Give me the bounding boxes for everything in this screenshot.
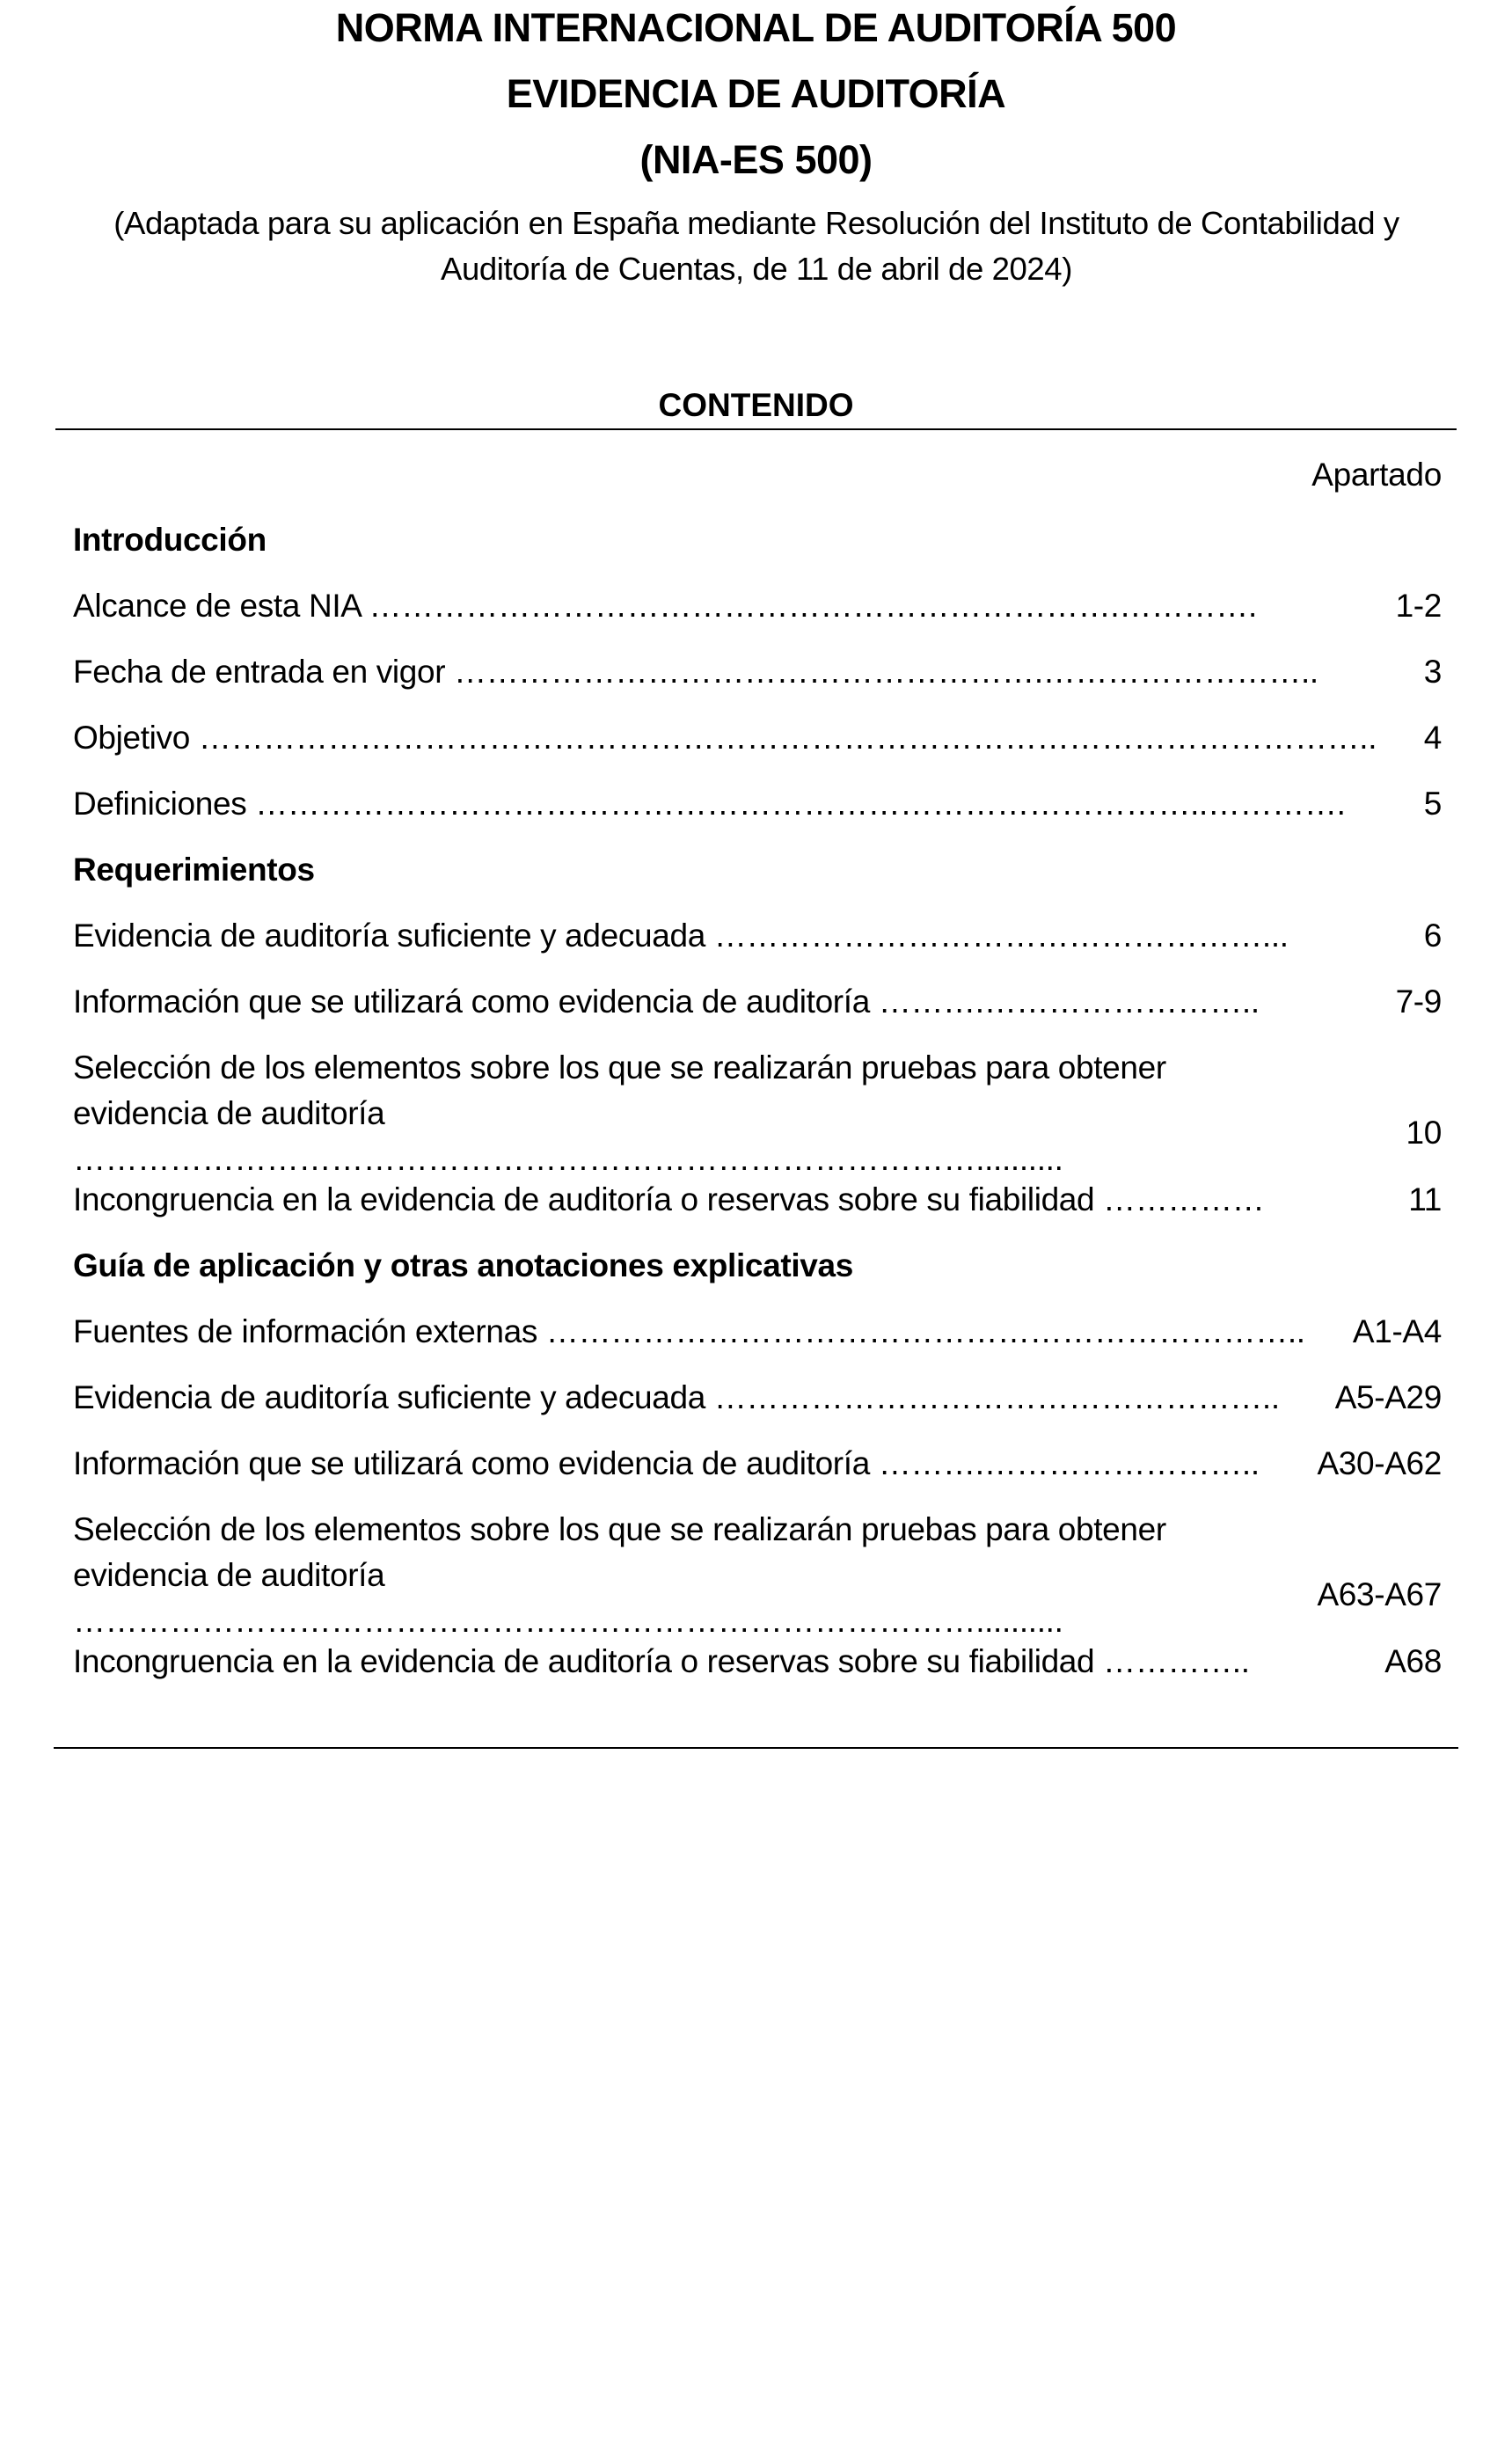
toc-entry-label: Información que se utilizará como evidencia de auditoría ……….…………………….. bbox=[73, 983, 1260, 1020]
toc-section-title: Guía de aplicación y otras anotaciones explicativas bbox=[73, 1247, 853, 1283]
toc-entry-label: Selección de los elementos sobre los que se realizarán pruebas para obtener evidencia de auditoría ………………………………………………………………………….......... bbox=[73, 1511, 1166, 1639]
toc-entry-label: Incongruencia en la evidencia de auditoría o reservas sobre su fiabilidad …………… bbox=[73, 1181, 1265, 1217]
column-label-apartado: Apartado bbox=[1311, 457, 1442, 493]
toc-entry-number: 11 bbox=[1408, 1181, 1442, 1217]
toc-entry-number: A5-A29 bbox=[1334, 1379, 1442, 1415]
toc-entry-label: Evidencia de auditoría suficiente y adecuada ……………………………………………... bbox=[73, 918, 1289, 954]
toc-entry-label: Selección de los elementos sobre los que se realizarán pruebas para obtener evidencia de auditoría ………………………………………………………………………….......... bbox=[73, 1049, 1166, 1177]
toc-entry-number: A30-A62 bbox=[1317, 1445, 1442, 1481]
toc-section-title: Requerimientos bbox=[73, 852, 315, 888]
toc-entry-number: A1-A4 bbox=[1352, 1313, 1442, 1349]
toc-entry-number: 4 bbox=[1423, 720, 1442, 756]
toc-entry-label: Fuentes de información externas …………………………………………………………….. bbox=[73, 1313, 1305, 1349]
toc-entry-number: A68 bbox=[1384, 1643, 1442, 1679]
toc-entry-label: Evidencia de auditoría suficiente y adecuada …………………………………………….. bbox=[73, 1379, 1280, 1415]
toc-entry-label: Fecha de entrada en vigor ……………………………………………….…………………….. bbox=[73, 654, 1318, 690]
contents-heading: CONTENIDO bbox=[658, 387, 854, 423]
toc-entry-number: 3 bbox=[1423, 654, 1442, 690]
toc-entry-number: 5 bbox=[1423, 786, 1442, 822]
toc-entry-label: Objetivo ……………………………………………………………………………………………….. bbox=[73, 720, 1377, 756]
title-line-2: EVIDENCIA DE AUDITORÍA bbox=[506, 71, 1006, 116]
title-line-1: NORMA INTERNACIONAL DE AUDITORÍA 500 bbox=[335, 5, 1177, 50]
toc-entry-label: Definiciones ……………………………………………………………………………..…………. bbox=[73, 786, 1346, 822]
toc-entry-number: 7-9 bbox=[1395, 983, 1442, 1020]
toc-entry-label: Incongruencia en la evidencia de auditoría o reservas sobre su fiabilidad ………….. bbox=[73, 1643, 1250, 1679]
toc-entry-label: Alcance de esta NIA …………………………………………………………….…………. bbox=[73, 588, 1257, 624]
top-divider bbox=[55, 428, 1457, 430]
toc-entry-number: 1-2 bbox=[1395, 588, 1442, 624]
title-line-3: (NIA-ES 500) bbox=[639, 137, 873, 182]
adaptation-note: (Adaptada para su aplicación en España mediante Resolución del Instituto de Contabilidad y Auditoría de Cuentas, de 11 de abril de 2024) bbox=[113, 205, 1399, 287]
toc-entry-number: 10 bbox=[1406, 1115, 1442, 1151]
toc-entry-label: Información que se utilizará como evidencia de auditoría ……….…………………….. bbox=[73, 1445, 1260, 1481]
toc-entry-number: 6 bbox=[1423, 918, 1442, 954]
toc-section-title: Introducción bbox=[73, 522, 267, 558]
bottom-divider bbox=[54, 1747, 1458, 1749]
toc-entry-number: A63-A67 bbox=[1317, 1576, 1442, 1612]
